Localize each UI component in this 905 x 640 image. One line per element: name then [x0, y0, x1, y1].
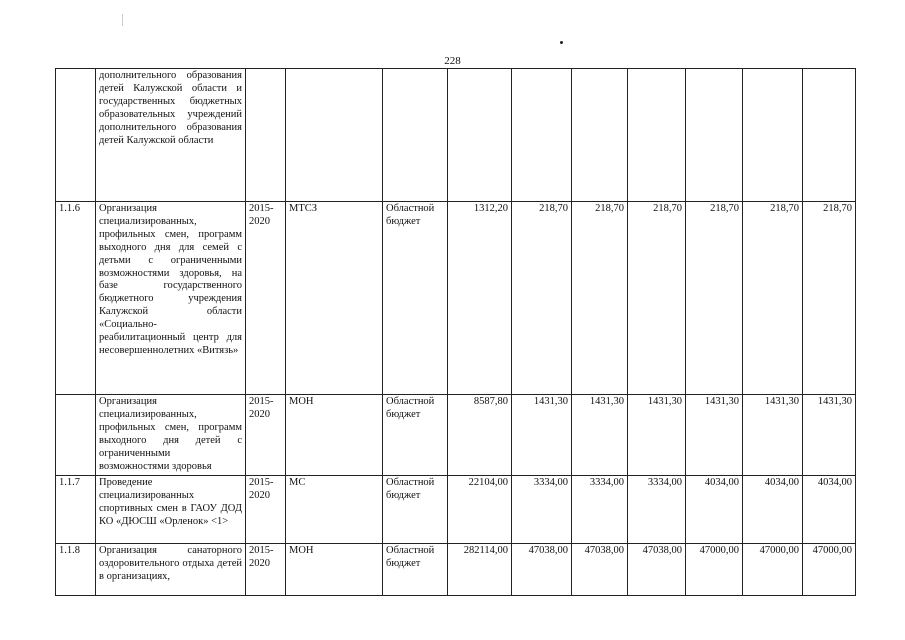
year-value-cell: 1431,30 — [628, 395, 686, 476]
funding-source-cell: Областной бюджет — [383, 202, 448, 395]
activity-name-cell: Организация санаторного оздоровительного отдыха детей в организациях, — [96, 544, 246, 596]
executor-cell: МОН — [286, 395, 383, 476]
year-value-cell: 1431,30 — [803, 395, 856, 476]
year-value-cell: 47038,00 — [572, 544, 628, 596]
table-row — [56, 476, 856, 544]
year-value-cell: 4034,00 — [803, 476, 856, 544]
page-number: 228 — [444, 55, 461, 67]
activity-name-cell: Организация специализированных, профильных смен, программ выходного дня детей с ограниченными возможностями здоровья — [96, 395, 246, 476]
year-value-cell — [803, 69, 856, 202]
year-value-cell: 1431,30 — [512, 395, 572, 476]
year-value-cell: 1431,30 — [743, 395, 803, 476]
year-value-cell: 4034,00 — [686, 476, 743, 544]
table-row — [56, 69, 856, 202]
executor-cell: МТСЗ — [286, 202, 383, 395]
year-value-cell: 47000,00 — [686, 544, 743, 596]
executor-cell — [286, 69, 383, 202]
year-value-cell — [686, 69, 743, 202]
year-value-cell: 3334,00 — [628, 476, 686, 544]
years-cell: 2015-2020 — [246, 476, 286, 544]
years-cell: 2015-2020 — [246, 544, 286, 596]
executor-cell: МОН — [286, 544, 383, 596]
table-row — [56, 395, 856, 476]
item-number-cell: 1.1.6 — [56, 202, 96, 395]
year-value-cell — [512, 69, 572, 202]
activity-name-cell: дополнительного образования детей Калужской области и государственных бюджетных образовательных учреждений дополнительного образования детей Калужской области — [96, 69, 246, 202]
funding-source-cell — [383, 69, 448, 202]
year-value-cell: 218,70 — [572, 202, 628, 395]
year-value-cell: 4034,00 — [743, 476, 803, 544]
year-value-cell: 218,70 — [512, 202, 572, 395]
year-value-cell: 218,70 — [743, 202, 803, 395]
year-value-cell: 218,70 — [803, 202, 856, 395]
executor-cell: МС — [286, 476, 383, 544]
funding-source-cell: Областной бюджет — [383, 476, 448, 544]
total-cell — [448, 69, 512, 202]
year-value-cell — [628, 69, 686, 202]
year-value-cell: 3334,00 — [512, 476, 572, 544]
activity-name-cell: Организация специализированных, профильных смен, программ выходного дня для семей с детьми с ограниченными возможностями здоровья, на базе государственного бюджетного учреждения Калужской области «Социально-реабилитационный центр для несовершеннолетних «Витязь» — [96, 202, 246, 395]
year-value-cell: 47000,00 — [803, 544, 856, 596]
funding-source-cell: Областной бюджет — [383, 395, 448, 476]
year-value-cell — [572, 69, 628, 202]
item-number-cell: 1.1.8 — [56, 544, 96, 596]
year-value-cell: 47038,00 — [628, 544, 686, 596]
years-cell: 2015-2020 — [246, 395, 286, 476]
years-cell: 2015-2020 — [246, 202, 286, 395]
funding-source-cell: Областной бюджет — [383, 544, 448, 596]
item-number-cell — [56, 69, 96, 202]
years-cell — [246, 69, 286, 202]
total-cell: 1312,20 — [448, 202, 512, 395]
year-value-cell: 1431,30 — [572, 395, 628, 476]
year-value-cell: 218,70 — [628, 202, 686, 395]
scan-mark — [122, 14, 123, 26]
year-value-cell: 1431,30 — [686, 395, 743, 476]
scan-dot — [560, 41, 563, 44]
total-cell: 22104,00 — [448, 476, 512, 544]
total-cell: 8587,80 — [448, 395, 512, 476]
item-number-cell: 1.1.7 — [56, 476, 96, 544]
activity-name-cell: Проведение специализированных спортивных смен в ГАОУ ДОД КО «ДЮСШ «Орленок» <1> — [96, 476, 246, 544]
item-number-cell — [56, 395, 96, 476]
year-value-cell: 218,70 — [686, 202, 743, 395]
year-value-cell: 3334,00 — [572, 476, 628, 544]
table-row — [56, 544, 856, 596]
table-row — [56, 202, 856, 395]
total-cell: 282114,00 — [448, 544, 512, 596]
year-value-cell — [743, 69, 803, 202]
year-value-cell: 47000,00 — [743, 544, 803, 596]
program-activities-table — [55, 68, 856, 596]
year-value-cell: 47038,00 — [512, 544, 572, 596]
